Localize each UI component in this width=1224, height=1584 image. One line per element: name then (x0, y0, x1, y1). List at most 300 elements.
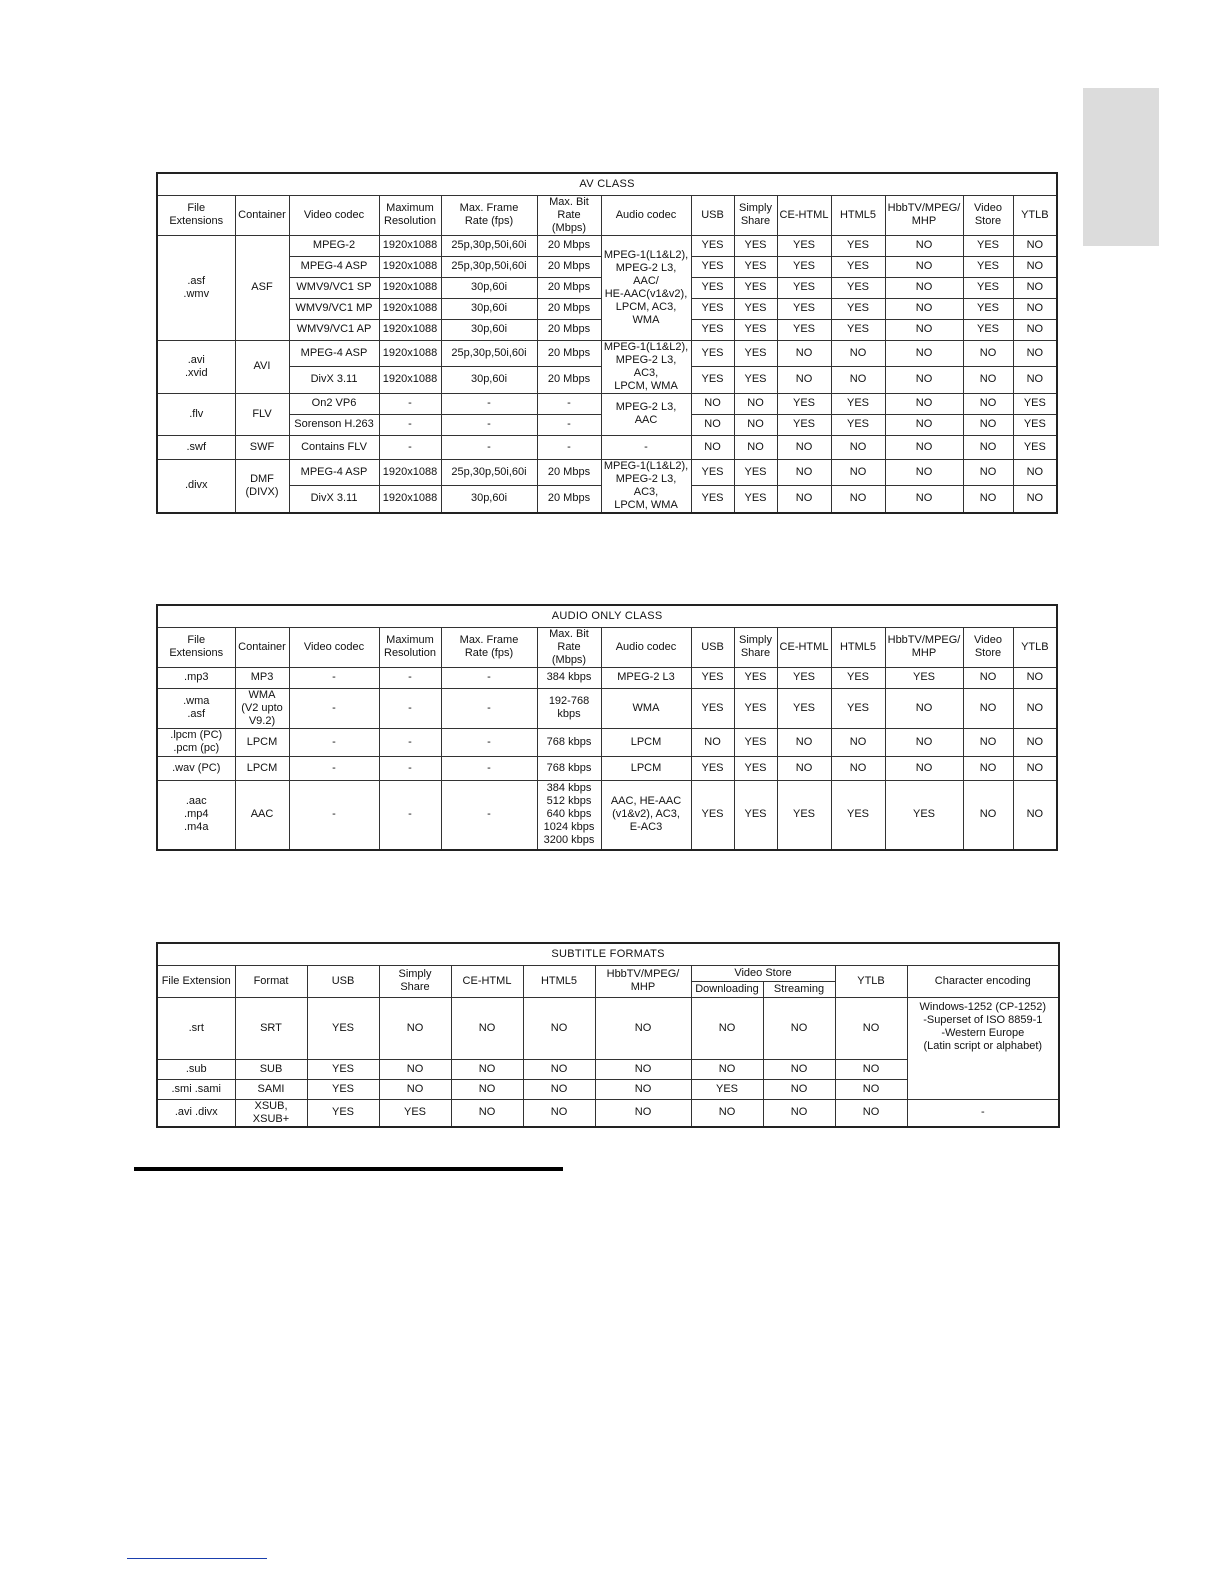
table-cell: YES (963, 319, 1013, 340)
table-cell: - (379, 414, 441, 435)
table-cell: NO (1013, 486, 1057, 513)
audio-header-cell: CE-HTML (777, 627, 831, 667)
table-cell: NO (691, 728, 734, 756)
subs-header-cell: Format (235, 965, 307, 997)
table-cell: .avi .divx (157, 1099, 235, 1127)
table-cell: - (441, 780, 537, 850)
table-cell: YES (831, 688, 885, 728)
table-cell: NO (523, 1099, 595, 1127)
table-cell: 25p,30p,50i,60i (441, 459, 537, 486)
table-cell: NO (777, 756, 831, 780)
table-cell: 30p,60i (441, 367, 537, 394)
table-cell: - (441, 393, 537, 414)
table-cell: - (289, 780, 379, 850)
table-cell: NO (763, 1099, 835, 1127)
table-cell: 25p,30p,50i,60i (441, 235, 537, 256)
table-cell: 20 Mbps (537, 235, 601, 256)
table-cell: NO (835, 997, 907, 1059)
table-cell: NO (963, 340, 1013, 367)
av-header-cell: HbbTV/MPEG/ MHP (885, 195, 963, 235)
table-cell: YES (734, 235, 777, 256)
character-encoding-cell: Windows-1252 (CP-1252) -Superset of ISO 8859-1 -Western Europe (Latin script or alphabet) (907, 997, 1059, 1099)
table-cell: - (441, 756, 537, 780)
container-cell: FLV (235, 393, 289, 435)
table-cell: 20 Mbps (537, 459, 601, 486)
table-cell: 1920x1088 (379, 486, 441, 513)
table-cell: - (537, 393, 601, 414)
table-cell: YES (963, 277, 1013, 298)
table-cell: YES (734, 756, 777, 780)
file-extension-cell: .divx (157, 459, 235, 513)
table-cell: YES (777, 393, 831, 414)
subs-header-row (157, 965, 1059, 981)
table-cell: NO (831, 486, 885, 513)
table-cell: NO (831, 367, 885, 394)
table-cell: NO (523, 1059, 595, 1079)
table-cell: NO (1013, 340, 1057, 367)
table-cell: YES (1013, 414, 1057, 435)
container-cell: ASF (235, 235, 289, 340)
table-cell: YES (831, 414, 885, 435)
table-cell: - (537, 414, 601, 435)
table-cell: 20 Mbps (537, 340, 601, 367)
table-cell: YES (1013, 435, 1057, 459)
table-cell: - (289, 688, 379, 728)
table-cell: NO (963, 780, 1013, 850)
table-cell: NO (885, 319, 963, 340)
table-cell: YES (691, 298, 734, 319)
audio-header-cell: Max. Bit Rate (Mbps) (537, 627, 601, 667)
table-cell: NO (1013, 367, 1057, 394)
table-cell: NO (963, 459, 1013, 486)
table-cell: NO (595, 1059, 691, 1079)
table-row (157, 688, 1057, 728)
table-cell: 20 Mbps (537, 367, 601, 394)
table-cell: NO (763, 1059, 835, 1079)
table-cell: SRT (235, 997, 307, 1059)
table-cell: NO (1013, 277, 1057, 298)
table-cell: LPCM (235, 728, 289, 756)
table-cell: NO (691, 1059, 763, 1079)
table-cell: LPCM (601, 728, 691, 756)
table-cell: YES (307, 1059, 379, 1079)
file-extension-cell: .flv (157, 393, 235, 435)
table-cell: YES (831, 667, 885, 688)
table-cell: NO (595, 1099, 691, 1127)
table-cell: YES (963, 298, 1013, 319)
audio-header-cell: Max. Frame Rate (fps) (441, 627, 537, 667)
table-cell: 1920x1088 (379, 277, 441, 298)
table-cell: NO (963, 756, 1013, 780)
table-cell: SAMI (235, 1079, 307, 1099)
table-cell: 30p,60i (441, 319, 537, 340)
av-class-title: AV CLASS (157, 173, 1057, 195)
table-cell: YES (777, 667, 831, 688)
table-cell: YES (691, 319, 734, 340)
table-cell: NO (963, 367, 1013, 394)
table-cell: YES (734, 486, 777, 513)
table-cell: .wma .asf (157, 688, 235, 728)
table-cell: YES (307, 1099, 379, 1127)
table-cell: YES (691, 688, 734, 728)
table-cell: NO (777, 340, 831, 367)
table-row (157, 756, 1057, 780)
table-cell: NO (1013, 256, 1057, 277)
av-header-cell: Maximum Resolution (379, 195, 441, 235)
audio-header-cell: File Extensions (157, 627, 235, 667)
table-cell: YES (831, 235, 885, 256)
table-cell: 30p,60i (441, 486, 537, 513)
table-cell: 1920x1088 (379, 319, 441, 340)
table-cell: NO (1013, 235, 1057, 256)
audio-header-row (157, 627, 1057, 667)
subtitle-formats-table (156, 942, 1060, 1128)
table-cell: NO (885, 393, 963, 414)
table-cell: .smi .sami (157, 1079, 235, 1099)
table-row (157, 667, 1057, 688)
audio-only-class-table (156, 604, 1058, 851)
table-cell: - (379, 435, 441, 459)
subs-header-cell: Character encoding (907, 965, 1059, 997)
av-header-cell: Max. Bit Rate (Mbps) (537, 195, 601, 235)
table-cell: - (441, 667, 537, 688)
table-cell: 20 Mbps (537, 277, 601, 298)
table-cell: MPEG-4 ASP (289, 256, 379, 277)
table-cell: YES (831, 256, 885, 277)
table-cell: NO (1013, 780, 1057, 850)
table-cell: - (289, 667, 379, 688)
table-cell: YES (691, 459, 734, 486)
table-cell: WMA (V2 upto V9.2) (235, 688, 289, 728)
table-cell: YES (777, 298, 831, 319)
table-cell: NO (831, 340, 885, 367)
subs-header-cell: File Extension (157, 965, 235, 997)
subs-header-cell: Simply Share (379, 965, 451, 997)
table-cell: NO (963, 688, 1013, 728)
table-cell: NO (763, 997, 835, 1059)
footer-rule (127, 1558, 267, 1559)
table-cell: NO (831, 728, 885, 756)
audio-header-cell: USB (691, 627, 734, 667)
table-cell: NO (885, 367, 963, 394)
audio-codec-cell: - (601, 435, 691, 459)
subs-header-cell: YTLB (835, 965, 907, 997)
table-cell: YES (831, 298, 885, 319)
table-cell: NO (777, 728, 831, 756)
av-header-cell: Video Store (963, 195, 1013, 235)
table-cell: NO (885, 235, 963, 256)
subs-header-cell: USB (307, 965, 379, 997)
table-cell: .lpcm (PC) .pcm (pc) (157, 728, 235, 756)
table-cell: 192-768 kbps (537, 688, 601, 728)
table-cell: YES (691, 340, 734, 367)
table-cell: NO (1013, 667, 1057, 688)
table-cell: 20 Mbps (537, 298, 601, 319)
table-cell: WMV9/VC1 MP (289, 298, 379, 319)
table-cell: NO (885, 756, 963, 780)
table-cell: YES (777, 688, 831, 728)
av-header-row (157, 195, 1057, 235)
subs-header-streaming: Streaming (763, 981, 835, 997)
av-header-cell: Max. Frame Rate (fps) (441, 195, 537, 235)
table-cell: NO (963, 728, 1013, 756)
table-cell: NO (963, 393, 1013, 414)
table-cell: NO (835, 1079, 907, 1099)
table-cell: - (379, 780, 441, 850)
table-cell: SUB (235, 1059, 307, 1079)
table-cell: YES (691, 235, 734, 256)
table-cell: NO (885, 298, 963, 319)
table-cell: 1920x1088 (379, 459, 441, 486)
table-cell: 384 kbps 512 kbps 640 kbps 1024 kbps 3200 kbps (537, 780, 601, 850)
subs-header-video-store: Video Store (691, 965, 835, 981)
table-cell: YES (691, 256, 734, 277)
table-cell: YES (963, 235, 1013, 256)
table-cell: NO (595, 1079, 691, 1099)
table-cell: YES (734, 340, 777, 367)
audio-header-cell: Simply Share (734, 627, 777, 667)
table-cell: YES (734, 459, 777, 486)
table-cell: .mp3 (157, 667, 235, 688)
table-row (157, 435, 1057, 459)
av-header-cell: YTLB (1013, 195, 1057, 235)
subs-header-cell: HbbTV/MPEG/ MHP (595, 965, 691, 997)
table-cell: NO (885, 459, 963, 486)
table-cell: - (379, 688, 441, 728)
table-cell: AAC (235, 780, 289, 850)
table-cell: YES (734, 780, 777, 850)
table-cell: - (441, 728, 537, 756)
table-cell: - (289, 756, 379, 780)
table-cell: MPEG-4 ASP (289, 459, 379, 486)
subs-header-downloading: Downloading (691, 981, 763, 997)
side-tab (1083, 88, 1159, 246)
table-cell: 1920x1088 (379, 235, 441, 256)
table-cell: NO (963, 667, 1013, 688)
table-cell: .aac .mp4 .m4a (157, 780, 235, 850)
table-row (157, 728, 1057, 756)
table-cell: Contains FLV (289, 435, 379, 459)
table-cell: YES (691, 667, 734, 688)
audio-header-cell: Video codec (289, 627, 379, 667)
table-cell: 768 kbps (537, 756, 601, 780)
table-cell: NO (691, 393, 734, 414)
table-cell: NO (691, 1099, 763, 1127)
table-cell: MPEG-4 ASP (289, 340, 379, 367)
table-cell: DivX 3.11 (289, 486, 379, 513)
table-cell: NO (963, 414, 1013, 435)
table-cell: NO (885, 486, 963, 513)
table-cell: YES (777, 780, 831, 850)
table-cell: YES (734, 667, 777, 688)
table-cell: NO (1013, 688, 1057, 728)
table-cell: NO (523, 997, 595, 1059)
table-cell: NO (885, 688, 963, 728)
table-cell: YES (691, 1079, 763, 1099)
table-cell: 30p,60i (441, 277, 537, 298)
table-cell: - (379, 393, 441, 414)
table-cell: NO (451, 997, 523, 1059)
audio-codec-cell: MPEG-1(L1&L2), MPEG-2 L3, AC3, LPCM, WMA (601, 340, 691, 393)
table-row (157, 780, 1057, 850)
table-cell: YES (734, 298, 777, 319)
audio-class-title: AUDIO ONLY CLASS (157, 605, 1057, 627)
av-header-cell: CE-HTML (777, 195, 831, 235)
container-cell: AVI (235, 340, 289, 393)
table-cell: NO (885, 256, 963, 277)
table-cell: NO (734, 435, 777, 459)
audio-header-cell: YTLB (1013, 627, 1057, 667)
table-cell: YES (691, 756, 734, 780)
table-cell: YES (885, 667, 963, 688)
table-cell: YES (885, 780, 963, 850)
table-cell: YES (831, 780, 885, 850)
table-cell: MPEG-2 L3 (601, 667, 691, 688)
audio-header-cell: Maximum Resolution (379, 627, 441, 667)
table-cell: NO (451, 1079, 523, 1099)
table-cell: YES (777, 256, 831, 277)
table-cell: 1920x1088 (379, 256, 441, 277)
table-cell: NO (1013, 756, 1057, 780)
table-cell: NO (1013, 319, 1057, 340)
av-header-cell: USB (691, 195, 734, 235)
table-cell: NO (831, 435, 885, 459)
table-cell: NO (777, 367, 831, 394)
table-cell: 30p,60i (441, 298, 537, 319)
table-cell: 20 Mbps (537, 319, 601, 340)
table-cell: YES (734, 367, 777, 394)
table-cell: YES (777, 235, 831, 256)
table-cell: NO (885, 277, 963, 298)
table-cell: NO (595, 997, 691, 1059)
table-cell: - (441, 688, 537, 728)
subs-header-cell: CE-HTML (451, 965, 523, 997)
subs-header-cell: HTML5 (523, 965, 595, 997)
table-cell: YES (734, 728, 777, 756)
table-row (157, 340, 1057, 367)
table-row (157, 459, 1057, 486)
table-cell: NO (831, 756, 885, 780)
table-cell: LPCM (235, 756, 289, 780)
av-class-table (156, 172, 1058, 514)
table-cell: NO (379, 997, 451, 1059)
table-cell: NO (379, 1059, 451, 1079)
table-cell: 1920x1088 (379, 298, 441, 319)
audio-codec-cell: MPEG-1(L1&L2), MPEG-2 L3, AC3, LPCM, WMA (601, 459, 691, 513)
table-cell: NO (691, 997, 763, 1059)
table-cell: .srt (157, 997, 235, 1059)
table-cell: 768 kbps (537, 728, 601, 756)
table-cell: NO (885, 435, 963, 459)
table-cell: MP3 (235, 667, 289, 688)
character-encoding-cell: - (907, 1099, 1059, 1127)
av-header-cell: Audio codec (601, 195, 691, 235)
table-cell: .sub (157, 1059, 235, 1079)
table-cell: WMA (601, 688, 691, 728)
av-header-cell: Video codec (289, 195, 379, 235)
table-cell: NO (777, 486, 831, 513)
table-cell: NO (885, 414, 963, 435)
table-cell: .wav (PC) (157, 756, 235, 780)
table-cell: NO (885, 340, 963, 367)
table-cell: - (537, 435, 601, 459)
table-cell: WMV9/VC1 AP (289, 319, 379, 340)
table-cell: On2 VP6 (289, 393, 379, 414)
table-cell: NO (777, 435, 831, 459)
table-cell: AAC, HE-AAC (v1&v2), AC3, E-AC3 (601, 780, 691, 850)
audio-header-cell: HTML5 (831, 627, 885, 667)
table-cell: 20 Mbps (537, 256, 601, 277)
table-cell: NO (835, 1099, 907, 1127)
container-cell: DMF (DIVX) (235, 459, 289, 513)
table-cell: - (379, 728, 441, 756)
table-cell: YES (691, 486, 734, 513)
table-cell: YES (691, 780, 734, 850)
table-cell: NO (451, 1099, 523, 1127)
table-row (157, 997, 1059, 1059)
table-row (157, 1099, 1059, 1127)
table-cell: NO (763, 1079, 835, 1099)
table-cell: YES (777, 319, 831, 340)
section-divider-rule (134, 1167, 563, 1171)
av-header-cell: Simply Share (734, 195, 777, 235)
table-cell: Sorenson H.263 (289, 414, 379, 435)
table-cell: NO (831, 459, 885, 486)
table-cell: MPEG-2 (289, 235, 379, 256)
table-cell: YES (963, 256, 1013, 277)
table-cell: YES (734, 319, 777, 340)
table-cell: YES (831, 277, 885, 298)
audio-codec-cell: MPEG-1(L1&L2), MPEG-2 L3, AAC/ HE-AAC(v1&v2), LPCM, AC3, WMA (601, 235, 691, 340)
table-cell: NO (523, 1079, 595, 1099)
table-cell: YES (831, 319, 885, 340)
table-cell: - (379, 756, 441, 780)
table-cell: 25p,30p,50i,60i (441, 256, 537, 277)
table-cell: DivX 3.11 (289, 367, 379, 394)
file-extension-cell: .asf .wmv (157, 235, 235, 340)
table-cell: NO (1013, 459, 1057, 486)
table-cell: YES (734, 688, 777, 728)
av-header-cell: Container (235, 195, 289, 235)
table-cell: - (289, 728, 379, 756)
table-cell: 1920x1088 (379, 340, 441, 367)
table-cell: XSUB, XSUB+ (235, 1099, 307, 1127)
table-cell: YES (379, 1099, 451, 1127)
audio-header-cell: Container (235, 627, 289, 667)
table-cell: YES (734, 277, 777, 298)
table-cell: NO (379, 1079, 451, 1099)
container-cell: SWF (235, 435, 289, 459)
table-cell: YES (777, 414, 831, 435)
table-cell: - (441, 435, 537, 459)
table-cell: NO (451, 1059, 523, 1079)
table-cell: YES (1013, 393, 1057, 414)
table-cell: NO (777, 459, 831, 486)
table-cell: 384 kbps (537, 667, 601, 688)
audio-header-cell: Video Store (963, 627, 1013, 667)
table-cell: LPCM (601, 756, 691, 780)
file-extension-cell: .avi .xvid (157, 340, 235, 393)
av-header-cell: File Extensions (157, 195, 235, 235)
table-cell: NO (734, 393, 777, 414)
table-cell: NO (963, 486, 1013, 513)
table-cell: NO (885, 728, 963, 756)
table-cell: NO (1013, 728, 1057, 756)
table-cell: NO (963, 435, 1013, 459)
av-header-cell: HTML5 (831, 195, 885, 235)
audio-codec-cell: MPEG-2 L3, AAC (601, 393, 691, 435)
table-cell: 20 Mbps (537, 486, 601, 513)
